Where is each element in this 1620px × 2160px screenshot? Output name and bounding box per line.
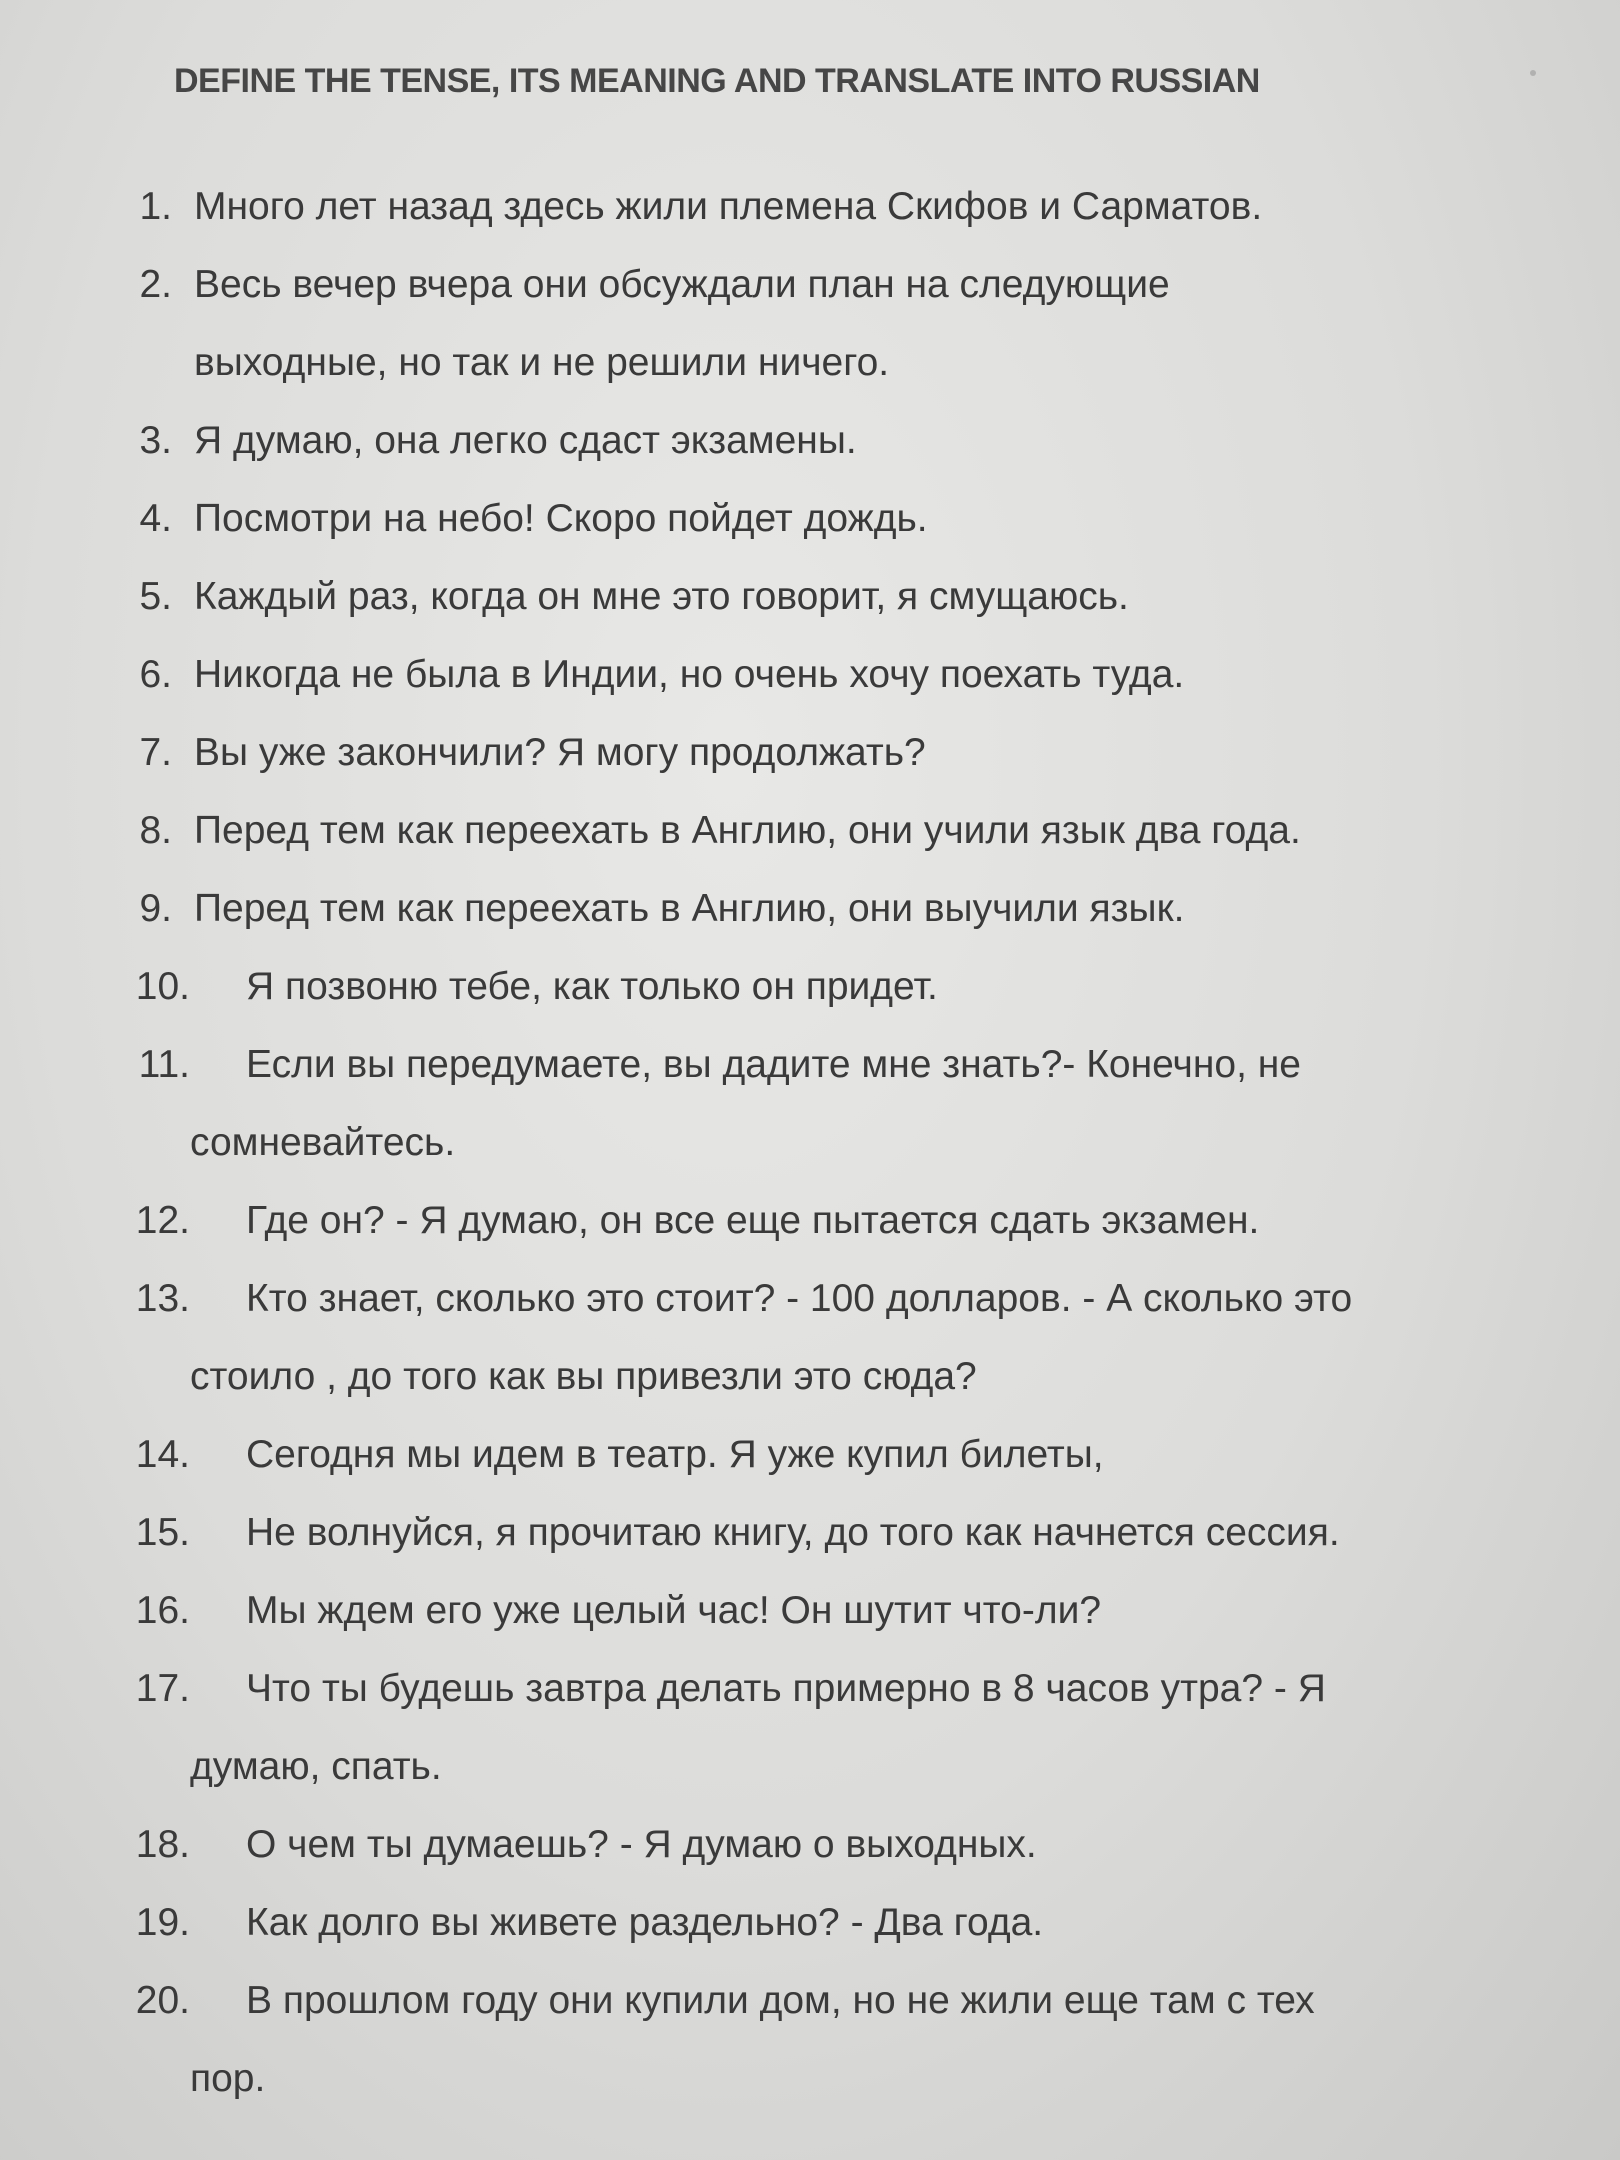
exercise-text-line: О чем ты думаешь? - Я думаю о выходных. [246,1823,1037,1866]
exercise-list [0,168,1620,2118]
exercise-item [0,636,1620,714]
exercise-number: 4. [139,497,172,540]
exercise-number: 9. [139,887,172,930]
exercise-item [0,1962,1620,2118]
exercise-text-line: Сегодня мы идем в театр. Я уже купил билеты, [246,1433,1104,1476]
exercise-number: 7. [139,731,172,774]
exercise-text-line: Посмотри на небо! Скоро пойдет дождь. [194,497,928,540]
exercise-text-line: Кто знает, сколько это стоит? - 100 долларов. - А сколько это [246,1277,1353,1320]
exercise-text-line: Весь вечер вчера они обсуждали план на следующие [194,263,1170,306]
exercise-text-line: Я позвоню тебе, как только он придет. [246,965,938,1008]
exercise-item [0,1494,1620,1572]
exercise-number: 1. [139,185,172,228]
exercise-item [0,714,1620,792]
exercise-text-line: Мы ждем его уже целый час! Он шутит что-ли? [246,1589,1102,1632]
exercise-text-line: Много лет назад здесь жили племена Скифов и Сарматов. [194,185,1263,228]
exercise-item [0,246,1620,402]
worksheet-title: DEFINE THE TENSE, ITS MEANING AND TRANSLATE INTO RUSSIAN [174,62,1260,100]
exercise-text-line: Никогда не была в Индии, но очень хочу поехать туда. [194,653,1185,696]
exercise-number: 8. [139,809,172,852]
exercise-text-line: Каждый раз, когда он мне это говорит, я смущаюсь. [194,575,1129,618]
exercise-number: 18. [135,1823,190,1866]
exercise-text-line: сомневайтесь. [190,1121,456,1164]
exercise-item [0,1416,1620,1494]
exercise-number: 19. [135,1901,190,1944]
exercise-item [0,1572,1620,1650]
exercise-item [0,1026,1620,1182]
exercise-text-line: Перед тем как переехать в Англию, они учили язык два года. [194,809,1301,852]
paper-speck [1530,70,1536,76]
exercise-item [0,792,1620,870]
exercise-text-line: Что ты будешь завтра делать примерно в 8 часов утра? - Я [246,1667,1326,1710]
exercise-number: 17. [135,1667,190,1710]
exercise-item [0,1650,1620,1806]
exercise-text-line: пор. [190,2057,266,2100]
exercise-number: 3. [139,419,172,462]
exercise-text-line: Я думаю, она легко сдаст экзамены. [194,419,857,462]
exercise-number: 10. [135,965,190,1008]
exercise-text-line: Где он? - Я думаю, он все еще пытается сдать экзамен. [246,1199,1260,1242]
exercise-item [0,402,1620,480]
exercise-number: 6. [139,653,172,696]
exercise-item [0,1182,1620,1260]
exercise-item [0,870,1620,948]
exercise-text-line: стоило , до того как вы привезли это сюда? [190,1355,977,1398]
exercise-text-line: Перед тем как переехать в Англию, они выучили язык. [194,887,1185,930]
exercise-text-line: Вы уже закончили? Я могу продолжать? [194,731,926,774]
exercise-number: 15. [135,1511,190,1554]
exercise-number: 2. [139,263,172,306]
exercise-item [0,168,1620,246]
exercise-text-line: Если вы передумаете, вы дадите мне знать?- Конечно, не [246,1043,1301,1086]
exercise-number: 11. [138,1043,190,1086]
exercise-number: 5. [139,575,172,618]
exercise-text-line: Как долго вы живете раздельно? - Два года. [246,1901,1044,1944]
exercise-item [0,480,1620,558]
exercise-item [0,558,1620,636]
exercise-number: 20. [135,1979,190,2022]
exercise-item [0,1884,1620,1962]
exercise-item [0,1260,1620,1416]
exercise-text-line: В прошлом году они купили дом, но не жили еще там с тех [246,1979,1315,2022]
exercise-number: 13. [135,1277,190,1320]
exercise-text-line: выходные, но так и не решили ничего. [194,341,890,384]
exercise-number: 16. [135,1589,190,1632]
exercise-number: 14. [135,1433,190,1476]
exercise-item [0,1806,1620,1884]
exercise-number: 12. [135,1199,190,1242]
exercise-text-line: думаю, спать. [190,1745,442,1788]
exercise-item [0,948,1620,1026]
exercise-text-line: Не волнуйся, я прочитаю книгу, до того как начнется сессия. [246,1511,1340,1554]
